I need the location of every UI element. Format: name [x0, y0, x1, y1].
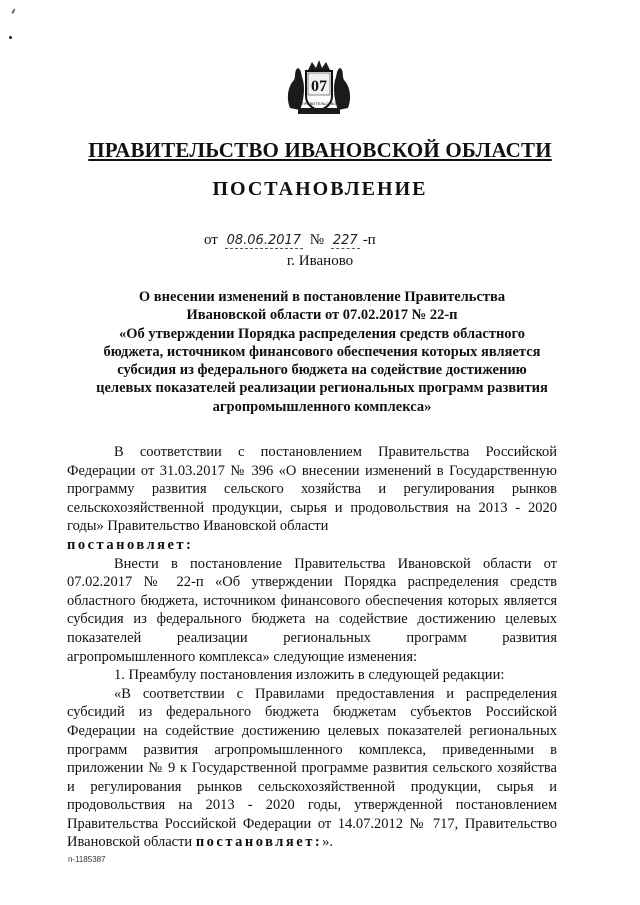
title-line: субсидия из федерального бюджета на содействие достижению	[117, 362, 527, 379]
emblem-number: 07	[311, 78, 327, 95]
document-type: ПОСТАНОВЛЕНИЕ	[212, 178, 428, 200]
title-line: бюджета, источником финансового обеспечения которых является	[103, 343, 541, 360]
paragraph-preamble: В соответствии с постановлением Правительства Российской Федерации от 31.03.2017 № 396 «О внесении изменений в Государственную программу развития сельского хозяйства и регулирования рынков сельскохозяйственной продукции, сырья и продовольствия на 2013 - 2020 годы» Правительство Ивановской области	[67, 444, 557, 535]
number-label: №	[309, 232, 325, 248]
document-title	[80, 288, 564, 416]
coat-of-arms-emblem	[284, 58, 354, 116]
new-preamble-decree: постановляет:	[195, 834, 323, 851]
document-code: п-1185387	[68, 855, 106, 864]
paragraph-item-1: 1. Преамбулу постановления изложить в следующей редакции:	[114, 667, 505, 684]
government-title: ПРАВИТЕЛЬСТВО ИВАНОВСКОЙ ОБЛАСТИ	[88, 138, 552, 162]
city: г. Иваново	[286, 253, 354, 269]
paragraph-new-preamble	[67, 685, 557, 852]
new-preamble-text: «В соответствии с Правилами предоставления и распределения субсидий из федерального бюджета бюджетам субъектов Российской Федерации на содействие достижению целевых показателей региональных программ развития агропромышленного комплекса, приведенными в приложении № 9 к Государственной программе развития сельского хозяйства и регулирования рынков сельскохозяйственной продукции, сырья и продовольствия на 2013 - 2020 годы, утвержденной постановлением Правительства Российской Федерации от 14.07.2012 № 717, Правительство Ивановской области	[67, 685, 557, 851]
decree-word-text: постановляет:	[67, 536, 194, 553]
document-body	[67, 443, 557, 852]
title-line: целевых показателей реализации региональных программ развития	[96, 380, 548, 397]
number-suffix: -п	[362, 232, 376, 248]
corner-mark: ⸙	[10, 6, 17, 16]
title-line: «Об утверждении Порядка распределения средств областного	[118, 325, 526, 342]
date-number-line	[204, 232, 376, 249]
date-prefix: от	[204, 232, 218, 248]
new-preamble-end: ».	[322, 834, 334, 851]
handwritten-date: 08.06.2017	[226, 233, 302, 248]
paragraph-amendment: Внести в постановление Правительства Ивановской области от 07.02.2017 № 22-п «Об утверждении Порядка распределения средств областного бюджета, источником финансового обеспечения которых является субсидия из федерального бюджета на содействие достижению целевых показателей реализации региональных программ развития агропромышленного комплекса» следующие изменения:	[67, 555, 557, 665]
title-line: О внесении изменений в постановление Правительства	[138, 289, 506, 305]
scan-dot	[9, 36, 12, 39]
decree-word	[67, 536, 557, 555]
emblem-caption: ПРАВИТЕЛЬСТВО	[301, 101, 337, 106]
title-line: Ивановской области от 07.02.2017 № 22-п	[186, 307, 458, 324]
title-line: агропромышленного комплекса»	[212, 398, 432, 415]
handwritten-number: 227	[332, 233, 358, 248]
